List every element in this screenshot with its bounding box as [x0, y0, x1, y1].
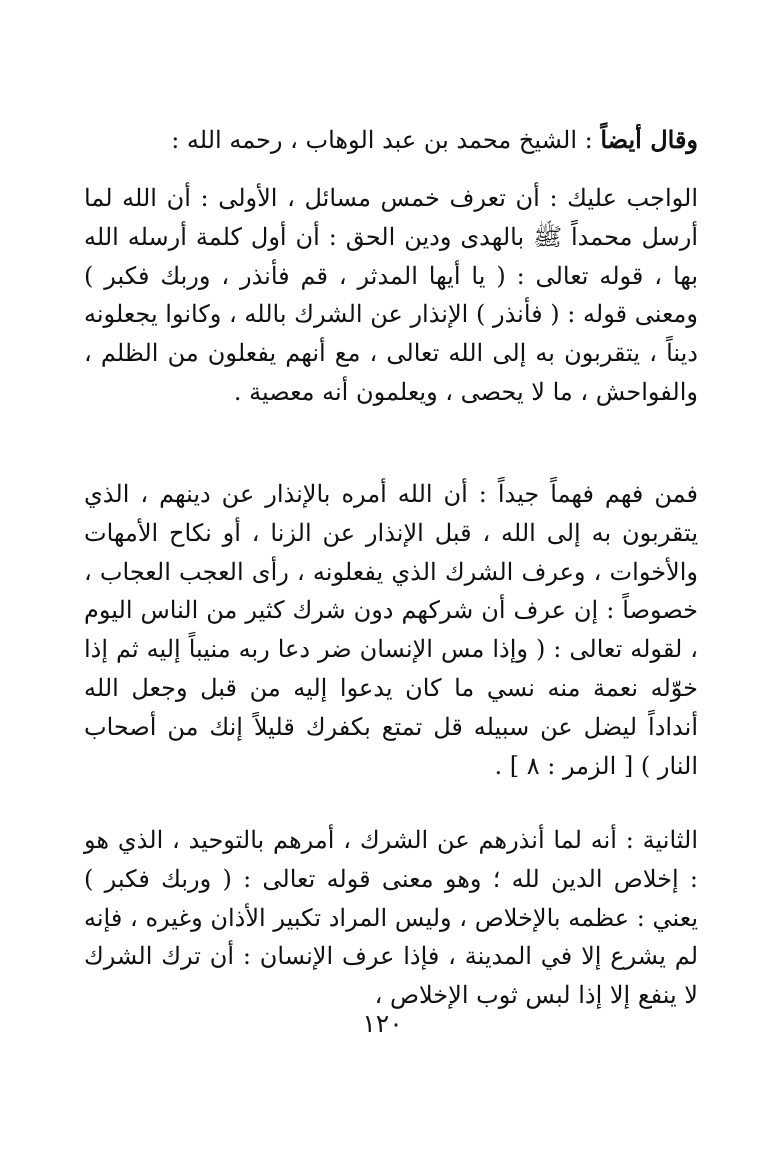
- paragraph-first-issue: الواجب عليك : أن تعرف خمس مسائل ، الأولى : أن الله لما أرسل محمداً ﷺ بالهدى ودين الحق : أن أول كلمة أرسله الله بها ، قوله تعالى : ( يا أيها المدثر ، قم فأنذر ، وربك فكبر ) ومعنى قوله : ( فأنذر ) الإنذار عن الشرك بالله ، وكانوا يجعلونه ديناً ، يتقربون به إلى الله تعالى ، مع أنهم يفعلون من الظلم ، والفواحش ، ما لا يحصى ، ويعلمون أنه معصية .: [84, 184, 698, 406]
- paragraph-second-issue: الثانية : أنه لما أنذرهم عن الشرك ، أمرهم بالتوحيد ، الذي هو : إخلاص الدين لله ؛ وهو معنى قوله تعالى : ( وربك فكبر ) يعني : عظمه بالإخلاص ، وليس المراد تكبير الأذان وغيره ، فإنه لم يشرع إلا في المدينة ، فإذا عرف الإنسان : أن ترك الشرك لا ينفع إلا إذا لبس ثوب الإخلاص ،: [84, 826, 698, 1010]
- paragraph-understanding: فمن فهم فهماً جيداً : أن الله أمره بالإنذار عن دينهم ، الذي يتقربون به إلى الله ، قبل الإنذار عن الزنا ، أو نكاح الأمهات والأخوات ، وعرف الشرك الذي يفعلونه ، رأى العجب العجاب ، خصوصاً : إن عرف أن شركهم دون شرك كثير من الناس اليوم ، لقوله تعالى : ( وإذا مس الإنسان ضر دعا ربه منيباً إليه ثم إذا خوّله نعمة منه نسي ما كان يدعوا إليه من قبل وجعل الله أنداداً ليضل عن سبيله قل تمتع بكفرك قليلاً إنك من أصحاب النار ) [ الزمر : ٨ ] .: [84, 480, 698, 780]
- heading-rest: : الشيخ محمد بن عبد الوهاب ، رحمه الله :: [171, 126, 601, 154]
- heading-lead: وقال أيضاً: [600, 125, 698, 154]
- page-number: ١٢٠: [362, 1009, 403, 1038]
- section-heading: [84, 121, 698, 160]
